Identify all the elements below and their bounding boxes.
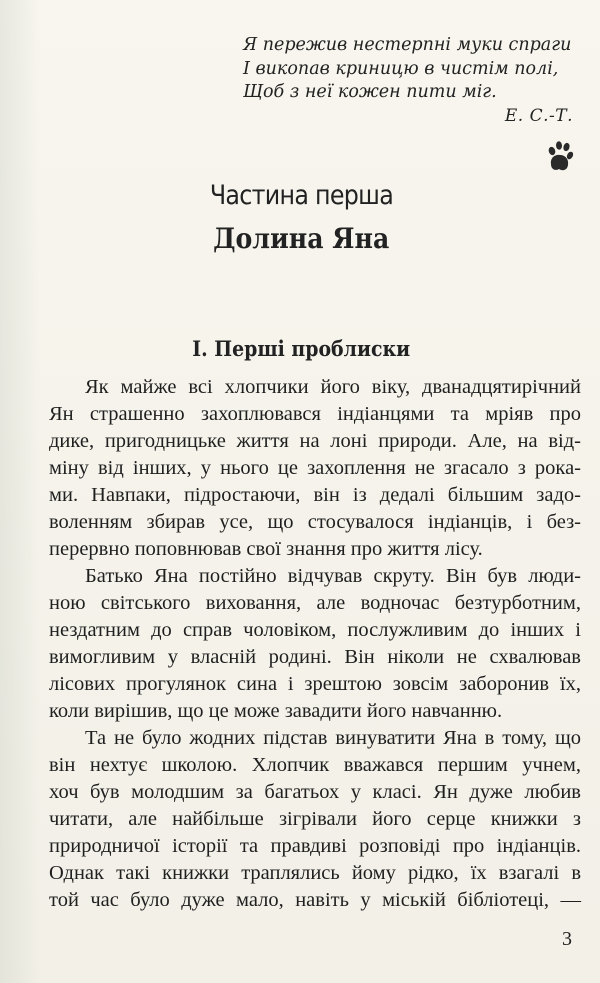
epigraph-line: І викопав криницю в чистім полі, [243, 58, 559, 79]
text-line: коли вирішив, що це може завадити його навчанню. [49, 700, 503, 722]
epigraph [243, 34, 573, 128]
epigraph-line: Щоб з неї кожен пити міг. [243, 82, 497, 102]
part-title: Частина перша [209, 180, 394, 211]
paragraph [49, 725, 581, 914]
text-line: хоч був молодшим за багатьох у класі. Ян дуже любив [49, 781, 581, 803]
text-line: Однак такі книжки траплялись йому рідко, їх взагалі в [49, 862, 581, 884]
text-line: Та не було жодних підстав винуватити Яна в тому, що [85, 727, 581, 749]
text-line: ною світського виховання, але водночас безтурботним, [49, 592, 581, 614]
epigraph-author: Е. С.-Т. [504, 105, 573, 126]
epigraph-line: Я пережив нестерпні муки спраги [243, 35, 572, 55]
part-subtitle: Долина Яна [213, 222, 390, 255]
text-line: воленням збирав усе, що стосувалося індіанців, і без- [49, 511, 581, 533]
paragraph [49, 374, 581, 563]
paw-print-icon [545, 140, 575, 174]
text-line: вимогливим у власній родині. Він ніколи не схвалював [49, 646, 581, 668]
text-line: ми. Навпаки, підростаючи, він із дедалі більшим задо- [49, 484, 581, 506]
text-line: читати, але найбільше зігрівали його серце книжки з [49, 808, 581, 830]
text-line: лісових прогулянок сина і зрештою зовсім заборонив їх, [49, 673, 581, 695]
body-text [49, 374, 581, 914]
text-line: Ян страшенно захоплювався індіанцями та мріяв про [49, 403, 581, 425]
chapter-title: I. Перші проблиски [192, 336, 411, 361]
text-line: міну від інших, у нього це захоплення не згасало з рока- [49, 457, 581, 479]
text-line: нездатним до справ чоловіком, послужливим до інших і [49, 619, 581, 641]
text-line: природничої історії та правдиві розповіді про індіанців. [49, 835, 581, 857]
text-line: Батько Яна постійно відчував скруту. Він був люди- [85, 565, 581, 587]
text-line: Як майже всі хлопчики його віку, дванадцятирічний [85, 376, 581, 398]
text-line: той час було дуже мало, навіть у міській бібліотеці, — [49, 889, 581, 911]
page-number: 3 [562, 928, 572, 950]
text-line: дике, пригодницьке життя на лоні природи. Але, на від- [49, 430, 581, 452]
paragraph [49, 563, 581, 725]
text-line: перервно поповнював свої знання про життя лісу. [49, 538, 483, 560]
text-line: він нехтує школою. Хлопчик вважався першим учнем, [49, 754, 581, 776]
